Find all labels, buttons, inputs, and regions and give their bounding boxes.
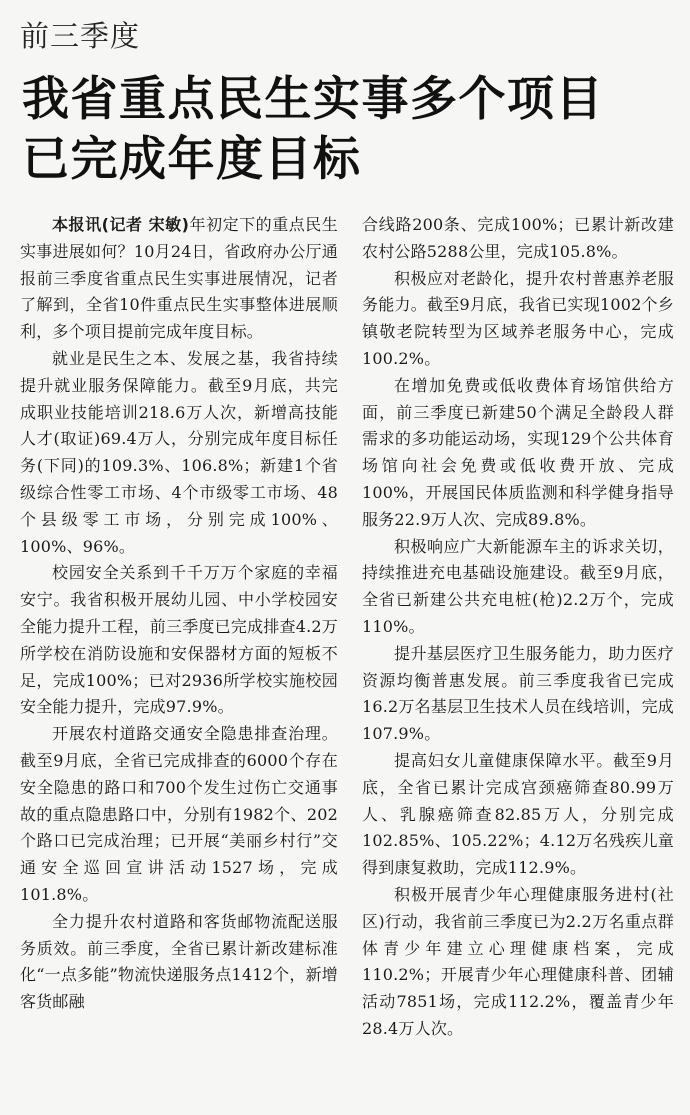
byline-lead: 本报讯(记者 宋敏): [52, 215, 190, 234]
paragraph-4: 开展农村道路交通安全隐患排查治理。截至9月底，全省已完成排查的6000个存在安全隐患的路口和700个发生过伤亡交通事故的重点隐患路口中，分别有1982个、202个路口已完成治理；已开展“美丽乡村行”交通安全巡回宣讲活动1527场，完成101.8%。: [20, 724, 338, 904]
article-column-right: [362, 212, 674, 1043]
paragraph-2: 就业是民生之本、发展之基，我省持续提升就业服务保障能力。截至9月底，共完成职业技能培训218.6万人次，新增高技能人才(取证)69.4万人，分别完成年度目标任务(下同)的109.3%、106.8%；新建1个省级综合性零工市场、4个市级零工市场、48个县级零工市场，分别完成100%、100%、96%。: [20, 348, 338, 556]
paragraph-10: 提高妇女儿童健康保障水平。截至9月底，全省已累计完成宫颈癌筛查80.99万人、乳腺癌筛查82.85万人，分别完成102.85%、105.22%；4.12万名残疾儿童得到康复救助，完成112.9%。: [362, 750, 674, 878]
article-column-left: [20, 212, 338, 1016]
paragraph-1: [20, 212, 338, 346]
paragraph-7: 在增加免费或低收费体育场馆供给方面，前三季度已新建50个满足全龄段人群需求的多功能运动场，实现129个公共体育场馆向社会免费或低收费开放、完成100%，开展国民体质监测和科学健身指导服务22.9万人次、完成89.8%。: [362, 375, 674, 529]
paragraph-1-text: 年初定下的重点民生实事进展如何？10月24日，省政府办公厅通报前三季度省重点民生实事进展情况，记者了解到，全省10件重点民生实事整体进展顺利，多个项目提前完成年度目标。: [20, 215, 338, 342]
paragraph-8: 积极响应广大新能源车主的诉求关切，持续推进充电基础设施建设。截至9月底，全省已新建公共充电桩(枪)2.2万个，完成110%。: [362, 536, 674, 636]
paragraph-3: 校园安全关系到千千万万个家庭的幸福安宁。我省积极开展幼儿园、中小学校园安全能力提升工程，前三季度已完成排查4.2万所学校在消防设施和安保器材方面的短板不足，完成100%；已对2936所学校实施校园安全能力提升，完成97.9%。: [20, 563, 338, 717]
paragraph-6: 积极应对老龄化，提升农村普惠养老服务能力。截至9月底，我省已实现1002个乡镇敬老院转型为区域养老服务中心，完成100.2%。: [362, 268, 674, 368]
paragraph-11: 积极开展青少年心理健康服务进村(社区)行动，我省前三季度已为2.2万名重点群体青少年建立心理健康档案，完成110.2%；开展青少年心理健康科普、团辅活动7851场，完成112.2%，覆盖青少年28.4万人次。: [362, 884, 674, 1038]
paragraph-9: 提升基层医疗卫生服务能力，助力医疗资源均衡普惠发展。前三季度我省已完成16.2万名基层卫生技术人员在线培训，完成107.9%。: [362, 643, 674, 744]
headline-line-2: 已完成年度目标: [22, 132, 362, 187]
paragraph-5: 全力提升农村道路和客货邮物流配送服务质效。前三季度，全省已累计新改建标准化“一点多能”物流快递服务点1412个，新增客货邮融: [20, 911, 338, 1012]
headline: [22, 70, 672, 190]
paragraph-5-continued: 合线路200条、完成100%；已累计新改建农村公路5288公里，完成105.8%。: [362, 215, 674, 261]
kicker: 前三季度: [20, 19, 141, 53]
headline-line-1: 我省重点民生实事多个项目: [22, 72, 604, 127]
